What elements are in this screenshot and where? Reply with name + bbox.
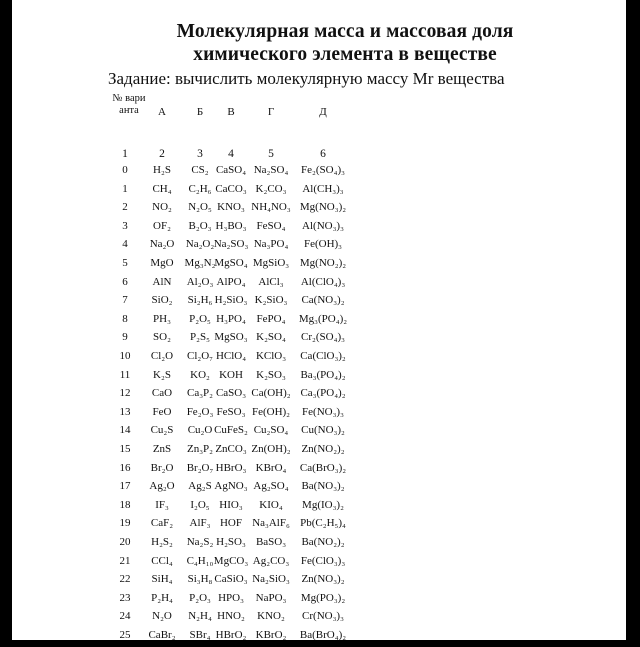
variant-number: 23 bbox=[119, 591, 131, 604]
formula-cell: PH₃ bbox=[153, 312, 171, 325]
formula-cell: Mg₃(PO₄)₂ bbox=[298, 312, 348, 325]
formula-cell: SiH₄ bbox=[151, 573, 173, 586]
variant-number: 10 bbox=[119, 350, 131, 362]
formula-cell: CaSO₃ bbox=[215, 387, 247, 400]
formula-cell: Ca(OH)₂ bbox=[251, 387, 291, 400]
table-row bbox=[12, 367, 626, 387]
formula-cell: AgNO₃ bbox=[214, 480, 248, 493]
formula-cell: H₃BO₃ bbox=[215, 219, 247, 232]
formula-cell: C₂H₆ bbox=[188, 182, 212, 195]
formula-cell: Cr(NO₃)₃ bbox=[302, 610, 344, 623]
table-row bbox=[12, 329, 626, 349]
formula-cell: HBrO₂ bbox=[215, 629, 247, 641]
document-page bbox=[12, 0, 626, 640]
formula-cell: Cl₂O₇ bbox=[186, 350, 213, 362]
formula-cell: MgSiO₃ bbox=[252, 257, 290, 269]
table-row bbox=[12, 274, 626, 294]
formula-cell: K₂S bbox=[153, 368, 171, 381]
formula-cell: H₂S₂ bbox=[151, 536, 173, 548]
table-row bbox=[12, 497, 626, 517]
formula-cell: P₂S₅ bbox=[190, 331, 210, 344]
variant-number: 0 bbox=[122, 164, 128, 176]
formula-cell: Zn₃P₂ bbox=[186, 443, 213, 455]
formula-cell: Ca(NO₃)₂ bbox=[301, 294, 345, 307]
table-row bbox=[12, 181, 626, 201]
table-row bbox=[12, 422, 626, 442]
table-row bbox=[12, 255, 626, 275]
formula-cell: Ba(NO₃)₂ bbox=[301, 480, 345, 493]
formula-cell: K₂SO₄ bbox=[256, 331, 286, 344]
formula-cell: Ag₂S bbox=[188, 480, 212, 493]
table-row bbox=[12, 553, 626, 573]
formula-cell: OF₂ bbox=[153, 219, 171, 232]
formula-cell: Al₂O₃ bbox=[186, 275, 214, 288]
variant-number: 14 bbox=[119, 424, 131, 437]
formula-cell: NO₂ bbox=[152, 201, 172, 214]
table-row bbox=[12, 199, 626, 219]
variant-header-line-2: анта bbox=[119, 105, 139, 116]
variant-number: 25 bbox=[119, 629, 131, 641]
formula-cell: FeSO₃ bbox=[216, 405, 246, 418]
formula-cell: H₂SO₃ bbox=[216, 536, 246, 548]
variant-number: 24 bbox=[119, 610, 131, 623]
formula-cell: Na₂SO₄ bbox=[253, 164, 289, 176]
formula-cell: Cu₂S bbox=[150, 424, 174, 437]
page-title-line-1: Молекулярная масса и массовая доля bbox=[176, 21, 514, 42]
table-row bbox=[12, 385, 626, 405]
formula-cell: Zn(OH)₂ bbox=[251, 443, 291, 455]
formula-cell: CaSO₄ bbox=[215, 164, 247, 176]
variant-number: 4 bbox=[122, 238, 128, 251]
formula-cell: CaCO₃ bbox=[215, 182, 247, 195]
formula-cell: Al(ClO₄)₃ bbox=[300, 275, 346, 288]
formula-cell: K₂SO₃ bbox=[256, 368, 286, 381]
formula-cell: Ag₂SO₄ bbox=[253, 480, 289, 493]
formula-cell: Mg(NO₂)₂ bbox=[299, 257, 347, 269]
column-number: 1 bbox=[122, 148, 128, 160]
variant-number: 8 bbox=[122, 312, 128, 325]
formula-cell: ZnS bbox=[152, 443, 172, 455]
formula-cell: N₂O₅ bbox=[188, 201, 212, 214]
formula-cell: AlCl₃ bbox=[258, 275, 284, 288]
task-statement: Задание: вычислить молекулярную массу Mr вещества bbox=[108, 69, 505, 88]
formula-cell: Ba(NO₂)₂ bbox=[301, 536, 345, 548]
formula-cell: Na₃PO₄ bbox=[253, 238, 289, 251]
formula-cell: Mg(IO₃)₂ bbox=[302, 498, 344, 511]
variant-number: 18 bbox=[119, 498, 131, 511]
column-header-d: Д bbox=[319, 106, 327, 118]
variant-number: 22 bbox=[119, 573, 131, 586]
formula-cell: HBrO₃ bbox=[215, 461, 247, 474]
formula-cell: MgO bbox=[150, 257, 174, 269]
formula-cell: H₃PO₄ bbox=[216, 312, 246, 325]
formula-cell: CCl₄ bbox=[151, 554, 173, 567]
table-row bbox=[12, 590, 626, 610]
variant-number: 15 bbox=[119, 443, 131, 455]
table-row bbox=[12, 441, 626, 461]
formula-cell: Fe(OH)₂ bbox=[251, 405, 291, 418]
formula-cell: ZnCO₃ bbox=[215, 443, 247, 455]
column-header-v: В bbox=[227, 106, 235, 118]
formula-cell: Zn(NO₃)₂ bbox=[301, 573, 345, 586]
formula-cell: Mg₃N₂ bbox=[184, 257, 216, 269]
variant-header-line-1: № вари bbox=[112, 93, 146, 104]
table-row bbox=[12, 478, 626, 498]
variant-number: 9 bbox=[122, 331, 128, 344]
formula-cell: Al(CH₃)₃ bbox=[302, 182, 344, 195]
formula-cell: SiO₂ bbox=[151, 294, 173, 307]
formula-cell: Mg(NO₃)₂ bbox=[299, 201, 347, 214]
formula-cell: Ba(BrO₄)₂ bbox=[299, 629, 347, 641]
formula-cell: Si₂H₆ bbox=[187, 294, 213, 307]
formula-cell: SO₂ bbox=[153, 331, 171, 344]
formula-cell: Ag₂O bbox=[149, 480, 175, 493]
page-title-line-2: химического элемента в веществе bbox=[193, 44, 497, 65]
formula-cell: B₂O₃ bbox=[188, 219, 212, 232]
formula-cell: H₂SiO₃ bbox=[214, 294, 248, 307]
formula-cell: Ba₃(PO₄)₂ bbox=[300, 368, 346, 381]
formula-cell: FeO bbox=[152, 405, 172, 418]
formula-cell: Na₂SO₃ bbox=[213, 238, 249, 251]
formula-cell: Fe₂(SO₄)₃ bbox=[301, 164, 345, 176]
formula-cell: Ca(BrO₃)₂ bbox=[299, 461, 347, 474]
variant-number: 11 bbox=[119, 368, 131, 381]
formula-cell: K₂CO₃ bbox=[255, 182, 287, 195]
formula-cell: HPO₃ bbox=[218, 591, 244, 604]
column-number: 5 bbox=[268, 148, 274, 160]
formula-cell: Cu₂O bbox=[187, 424, 213, 437]
formula-cell: KNO₃ bbox=[217, 201, 245, 214]
formula-cell: CaO bbox=[151, 387, 173, 400]
formula-cell: MgCO₃ bbox=[213, 554, 249, 567]
formula-cell: MgSO₃ bbox=[214, 331, 248, 344]
table-row bbox=[12, 460, 626, 480]
formula-cell: KClO₃ bbox=[255, 350, 287, 362]
column-number: 3 bbox=[197, 148, 203, 160]
variant-number: 2 bbox=[122, 201, 128, 214]
formula-cell: Br₂O bbox=[150, 461, 174, 474]
formula-cell: CH₄ bbox=[152, 182, 172, 195]
variant-number: 6 bbox=[122, 275, 128, 288]
formula-cell: AlPO₄ bbox=[216, 275, 246, 288]
formula-cell: H₂S bbox=[153, 164, 171, 176]
formula-cell: I₂O₅ bbox=[190, 498, 210, 511]
variant-number: 1 bbox=[122, 182, 128, 195]
formula-cell: C₄H₁₀ bbox=[186, 554, 214, 567]
column-header-b: Б bbox=[196, 106, 204, 118]
table-row bbox=[12, 404, 626, 424]
formula-cell: IF₃ bbox=[155, 498, 169, 511]
formula-cell: Cu(NO₃)₂ bbox=[301, 424, 345, 437]
formula-cell: Si₃H₈ bbox=[187, 573, 213, 586]
formula-cell: BaSO₃ bbox=[255, 536, 287, 548]
formula-cell: K₂SiO₃ bbox=[254, 294, 288, 307]
column-header-g: Г bbox=[267, 106, 275, 118]
table-row bbox=[12, 311, 626, 331]
formula-cell: CaSiO₃ bbox=[214, 573, 248, 586]
column-letter-row bbox=[12, 104, 626, 124]
formula-cell: CaBr₂ bbox=[148, 629, 176, 641]
formula-cell: Fe(OH)₃ bbox=[303, 238, 343, 251]
variant-number: 19 bbox=[119, 517, 131, 530]
formula-cell: Fe(ClO₃)₃ bbox=[300, 554, 346, 567]
variant-number: 7 bbox=[122, 294, 128, 307]
formula-cell: Br₂O₇ bbox=[186, 461, 214, 474]
formula-cell: N₂H₄ bbox=[188, 610, 212, 623]
formula-cell: HOF bbox=[219, 517, 242, 530]
formula-cell: Pb(C₂H₅)₄ bbox=[300, 517, 346, 530]
formula-cell: MgSO₄ bbox=[214, 257, 248, 269]
formula-cell: HClO₄ bbox=[215, 350, 247, 362]
variant-number: 3 bbox=[122, 219, 128, 232]
column-number: 6 bbox=[320, 148, 326, 160]
formula-cell: KOH bbox=[219, 368, 243, 381]
formula-cell: P₂O₃ bbox=[189, 591, 211, 604]
formula-cell: P₂H₄ bbox=[151, 591, 173, 604]
formula-cell: Mg(PO₃)₂ bbox=[300, 591, 346, 604]
variant-number: 21 bbox=[119, 554, 131, 567]
formula-cell: KNO₂ bbox=[257, 610, 285, 623]
table-row bbox=[12, 515, 626, 535]
formula-cell: Ca₃(PO₄)₂ bbox=[300, 387, 346, 400]
variant-number: 12 bbox=[119, 387, 131, 400]
table-row bbox=[12, 218, 626, 238]
formula-cell: Ca₃P₂ bbox=[186, 387, 213, 400]
variant-number: 16 bbox=[119, 461, 131, 474]
formula-cell: Fe(NO₃)₃ bbox=[302, 405, 344, 418]
formula-cell: KO₂ bbox=[190, 368, 210, 381]
formula-cell: HIO₃ bbox=[219, 498, 243, 511]
variant-number: 20 bbox=[119, 536, 131, 548]
table-row bbox=[12, 627, 626, 647]
formula-cell: Ag₂CO₃ bbox=[252, 554, 290, 567]
formula-cell: CS₂ bbox=[191, 164, 209, 176]
table-row bbox=[12, 571, 626, 591]
variant-number: 5 bbox=[122, 257, 128, 269]
formula-cell: Na₂O₂ bbox=[185, 238, 215, 251]
formula-cell: Cu₂SO₄ bbox=[253, 424, 289, 437]
formula-cell: Zn(NO₂)₂ bbox=[301, 443, 345, 455]
formula-cell: FePO₄ bbox=[256, 312, 286, 325]
formula-cell: Na₂O bbox=[149, 238, 175, 251]
column-header-a: А bbox=[158, 106, 166, 118]
formula-cell: P₂O₅ bbox=[189, 312, 211, 325]
formula-cell: CaF₂ bbox=[150, 517, 174, 530]
formula-cell: Fe₂O₃ bbox=[186, 405, 214, 418]
table-row bbox=[12, 292, 626, 312]
column-number: 2 bbox=[159, 148, 165, 160]
table-row bbox=[12, 608, 626, 628]
formula-cell: NH₄NO₃ bbox=[251, 201, 291, 214]
table-row bbox=[12, 162, 626, 182]
table-row bbox=[12, 348, 626, 368]
formula-cell: Na₃AlF₆ bbox=[252, 517, 290, 530]
formula-cell: AlF₃ bbox=[189, 517, 211, 530]
variant-number: 17 bbox=[119, 480, 131, 493]
formula-cell: AlN bbox=[152, 275, 172, 288]
formula-cell: KBrO₄ bbox=[255, 461, 287, 474]
formula-cell: KIO₄ bbox=[259, 498, 283, 511]
column-number: 4 bbox=[228, 148, 234, 160]
formula-cell: Na₂S₂ bbox=[186, 536, 214, 548]
formula-cell: SBr₄ bbox=[189, 629, 211, 641]
table-row bbox=[12, 534, 626, 554]
formula-cell: N₂O bbox=[152, 610, 172, 623]
formula-cell: Ca(ClO₃)₂ bbox=[300, 350, 346, 362]
formula-cell: CuFeS₂ bbox=[214, 424, 248, 437]
formula-cell: Na₂SiO₃ bbox=[252, 573, 290, 586]
formula-cell: Al(NO₃)₃ bbox=[302, 219, 344, 232]
formula-cell: KBrO₂ bbox=[255, 629, 287, 641]
table-row bbox=[12, 236, 626, 256]
formula-cell: Cl₂O bbox=[150, 350, 174, 362]
formula-cell: Cr₂(SO₄)₃ bbox=[301, 331, 345, 344]
formula-cell: NaPO₃ bbox=[255, 591, 287, 604]
formula-cell: FeSO₄ bbox=[256, 219, 286, 232]
variant-number: 13 bbox=[119, 405, 131, 418]
formula-cell: HNO₂ bbox=[217, 610, 245, 623]
